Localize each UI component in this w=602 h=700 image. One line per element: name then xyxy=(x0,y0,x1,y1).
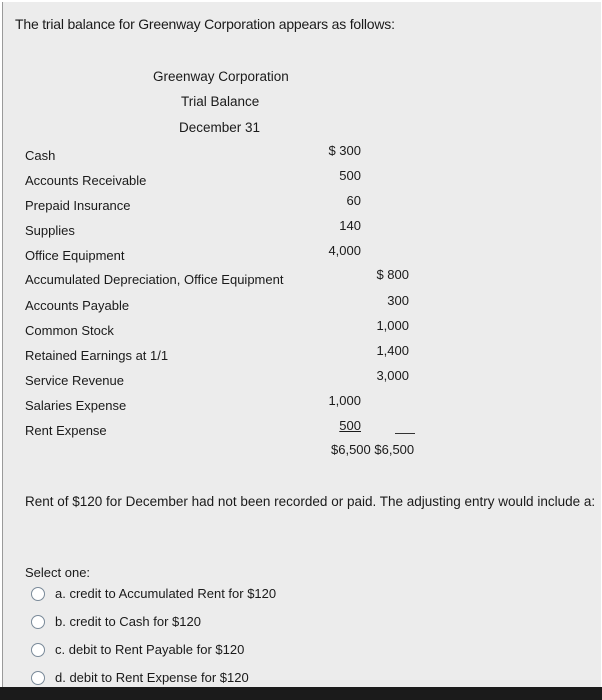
credit-amount: 1,400 xyxy=(376,343,409,358)
credit-column-rule xyxy=(395,433,415,434)
answer-option-a[interactable] xyxy=(31,586,276,601)
answer-option-c[interactable] xyxy=(31,642,244,657)
column-totals: $6,500 $6,500 xyxy=(331,442,415,457)
debit-amount: 4,000 xyxy=(328,243,361,258)
account-label: Common Stock xyxy=(25,323,114,338)
debit-amount: 140 xyxy=(339,218,361,233)
intro-text: The trial balance for Greenway Corporation appears as follows: xyxy=(15,16,395,32)
account-label: Supplies xyxy=(25,223,75,238)
account-label: Service Revenue xyxy=(25,373,124,388)
radio-button-icon[interactable] xyxy=(31,615,45,629)
credit-amount: 1,000 xyxy=(376,318,409,333)
report-title: Trial Balance xyxy=(181,94,260,109)
answer-option-d[interactable] xyxy=(31,670,249,685)
option-label: d. debit to Rent Expense for $120 xyxy=(55,670,249,685)
account-label: Prepaid Insurance xyxy=(25,198,131,213)
credit-amount: $ 800 xyxy=(376,267,409,282)
radio-button-icon[interactable] xyxy=(31,587,45,601)
debit-amount: 60 xyxy=(346,193,361,208)
account-label: Rent Expense xyxy=(25,423,107,438)
debit-amount: 1,000 xyxy=(328,393,361,408)
account-label: Retained Earnings at 1/1 xyxy=(25,348,169,363)
debit-amount: $ 300 xyxy=(328,143,361,158)
bottom-dark-bar xyxy=(0,687,602,700)
company-name: Greenway Corporation xyxy=(153,69,289,84)
option-label: a. credit to Accumulated Rent for $120 xyxy=(55,586,277,601)
credit-amount: 3,000 xyxy=(376,368,409,383)
radio-button-icon[interactable] xyxy=(31,643,45,657)
debit-amount: 500 xyxy=(339,418,361,433)
account-label: Office Equipment xyxy=(25,248,125,263)
question-panel xyxy=(2,2,601,698)
option-label: c. debit to Rent Payable for $120 xyxy=(55,642,245,657)
debit-amount: 500 xyxy=(339,168,361,183)
option-label: b. credit to Cash for $120 xyxy=(55,614,201,629)
credit-amount: 300 xyxy=(387,293,409,308)
account-label: Accumulated Depreciation, Office Equipment xyxy=(25,272,284,287)
report-date: December 31 xyxy=(179,120,261,135)
account-label: Salaries Expense xyxy=(25,398,127,413)
select-one-label: Select one: xyxy=(25,565,91,580)
answer-option-b[interactable] xyxy=(31,614,201,629)
account-label: Cash xyxy=(25,148,56,163)
question-text: Rent of $120 for December had not been recorded or paid. The adjusting entry would include a: xyxy=(25,494,596,509)
account-label: Accounts Payable xyxy=(25,298,130,313)
account-label: Accounts Receivable xyxy=(25,173,147,188)
radio-button-icon[interactable] xyxy=(31,671,45,685)
